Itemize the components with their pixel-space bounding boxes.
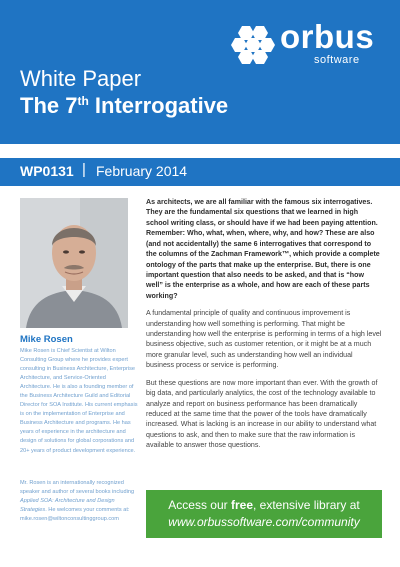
document-title <box>20 93 228 119</box>
author-photo <box>20 198 128 328</box>
publication-date: February 2014 <box>96 163 188 179</box>
subheader-bar <box>0 158 400 186</box>
whitepaper-code: WP0131 <box>20 163 74 179</box>
portrait-image <box>20 198 128 328</box>
main-article <box>146 197 382 451</box>
author-contact-intro: Mr. Rosen is an internationally recognized speaker and author of several books including <box>20 480 135 496</box>
hexagon-cluster-icon <box>228 24 282 64</box>
title-suffix: Interrogative <box>88 93 229 118</box>
book-title: Applied SOA: Architecture and Design Strategies <box>20 498 115 514</box>
community-url-link[interactable]: www.orbussoftware.com/community <box>168 515 360 529</box>
subheader-separator: | <box>82 161 86 178</box>
author-name: Mike Rosen <box>20 334 73 345</box>
cta-text-before: Access our <box>168 498 231 512</box>
document-type: White Paper <box>20 66 142 91</box>
orbus-logo[interactable] <box>228 18 378 66</box>
logo-wordmark: orbus <box>280 18 375 55</box>
logo-subtext: software <box>314 54 360 66</box>
community-library-banner[interactable] <box>146 490 382 538</box>
title-prefix: The 7 <box>20 93 78 118</box>
title-superscript: th <box>77 94 89 108</box>
cta-free-emphasis: free <box>230 498 253 512</box>
author-contact <box>20 479 138 524</box>
body-paragraph-2: But these questions are now more important than ever. With the growth of big data, and particularly analytics, the cost of the technology available to analyze and report on business performance has been dramatically reduced at the same time that the power of the tools have dramatically increased. What is lacking is an increase in our ability to understand what questions to ask, and then to make sure that the raw information is available to answer those questions. <box>146 378 378 450</box>
body-paragraph-1: A fundamental principle of quality and continuous improvement is understanding how well something is performing. That might be understanding how well the enterprise is performing in terms of a high level business objective, such as customer retention, or it might be at a much more granular level, such as understanding how well an individual business process or service is performing. <box>146 309 382 370</box>
header-banner <box>0 0 400 144</box>
intro-paragraph: As architects, we are all familiar with the famous six interrogatives. They are the fundamental six questions that we learned in high school writing class, or should have if we had been paying attention. Remember: Who, what, when, where, why, and how? These are also (and not accidentally) the same 6 interrogatives that correspond to the columns of the Zachman Framework™, which provide a complete ontology of the parts that make up the enterprise. But, there is one important question that also needs to be asked, and that is “how well” is the enterprise as a whole, and how are each of these parts working? <box>146 198 380 300</box>
author-contact-email: . He welcomes your comments at: mike.rosen@wiltonconsultinggroup.com <box>20 507 130 523</box>
cta-text-after: , extensive library at <box>253 498 360 512</box>
cta-headline <box>146 498 382 512</box>
author-bio: Mike Rosen is Chief Scientist at Wilton Consulting Group where he provides expert consulting in Business Architecture, Enterprise Architecture, and Service-Oriented Architecture. He is also a founding member of the Business Architecture Guild and Editorial Director for SOA Institute. His current emphasis is on the implementation of Enterprise and Business Architecture and programs. He has years of experience in the architecture and design of solutions for global corporations and 20+ years of product development experience. <box>20 348 138 454</box>
